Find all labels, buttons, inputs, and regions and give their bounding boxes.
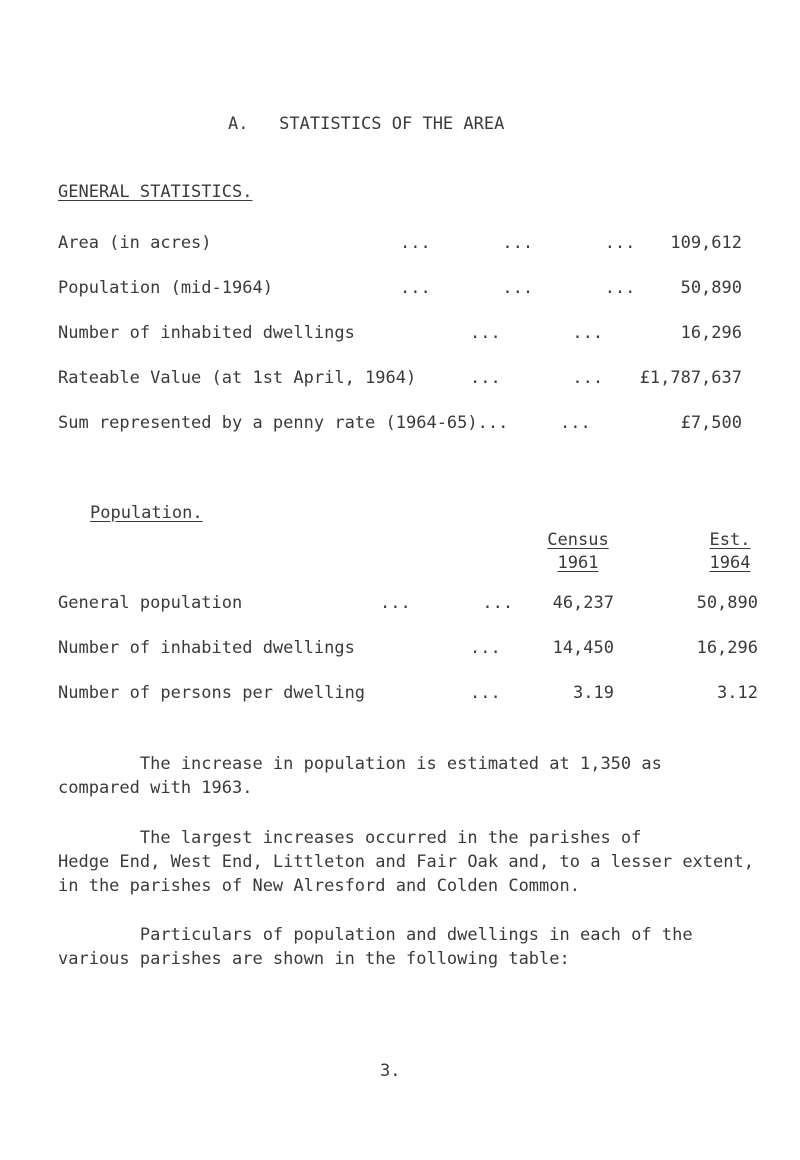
leader-dots: ... ... ...: [400, 233, 636, 253]
leader-dots: ...: [470, 683, 501, 703]
page-heading: A. STATISTICS OF THE AREA: [228, 114, 505, 134]
row-label: Number of persons per dwelling: [58, 683, 366, 703]
row-label: Rateable Value (at 1st April, 1964): [58, 368, 417, 388]
row-label: Sum represented by a penny rate (1964-65)...: [58, 413, 509, 433]
row-label: Number of inhabited dwellings: [58, 638, 355, 658]
leader-dots: ...: [560, 413, 591, 433]
est-value: 50,890: [696, 593, 758, 613]
est-value: 3.12: [717, 683, 758, 703]
row-label: General population: [58, 593, 243, 613]
est-value: 16,296: [696, 638, 758, 658]
row-value: 109,612: [670, 233, 742, 253]
census-value: 46,237: [552, 593, 614, 613]
paragraph-population-increase: The increase in population is estimated at 1,350 as compared with 1963.: [58, 754, 662, 798]
est-header: Est.: [709, 530, 751, 550]
paragraph-largest-increases: The largest increases occurred in the parishes of Hedge End, West End, Littleton and Fair Oak and, to a lesser extent, in the parishes of New Alresford and Colden Common.: [58, 828, 754, 896]
row-value: 16,296: [680, 323, 742, 343]
row-value: £7,500: [680, 413, 742, 433]
leader-dots: ...: [470, 638, 501, 658]
leader-dots: ... ...: [470, 323, 604, 343]
row-label: Area (in acres): [58, 233, 212, 253]
leader-dots: ... ...: [470, 368, 604, 388]
row-value: £1,787,637: [639, 368, 742, 388]
census-year: 1961: [557, 553, 599, 573]
census-value: 14,450: [552, 638, 614, 658]
census-header: Census: [547, 530, 609, 550]
leader-dots: ... ... ...: [400, 278, 636, 298]
paragraph-particulars: Particulars of population and dwellings in each of the various parishes are shown in the following table:: [58, 925, 693, 969]
general-statistics-heading: GENERAL STATISTICS.: [58, 182, 253, 202]
est-year: 1964: [709, 553, 751, 573]
page-number: 3.: [380, 1061, 401, 1081]
population-heading: Population.: [90, 503, 203, 523]
row-label: Number of inhabited dwellings: [58, 323, 355, 343]
census-value: 3.19: [573, 683, 614, 703]
leader-dots: ... ...: [380, 593, 514, 613]
row-label: Population (mid-1964): [58, 278, 273, 298]
row-value: 50,890: [680, 278, 742, 298]
